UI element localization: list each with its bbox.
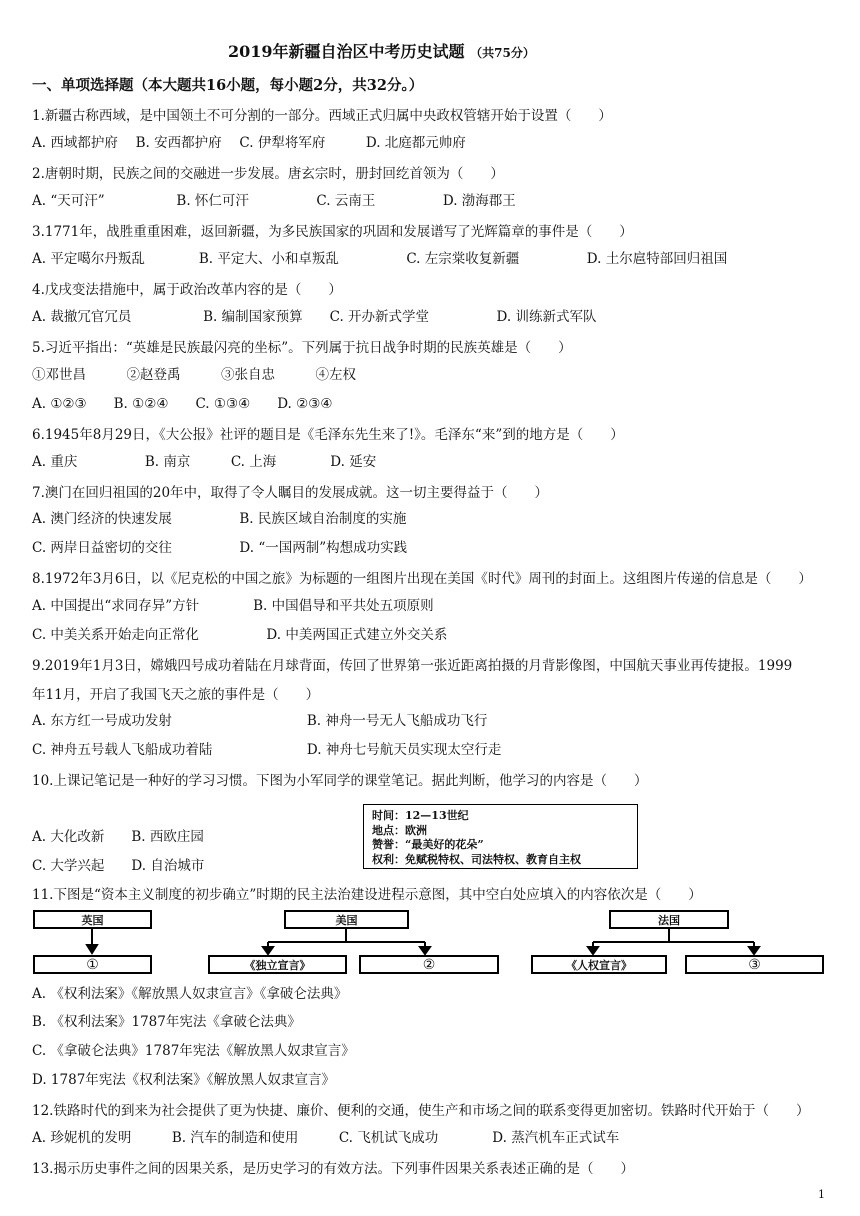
question-11-option-d: D. 1787年宪法《权利法案》《解放黑人奴隶宣言》 (32, 1072, 336, 1088)
question-5-items: ①邓世昌 ②赵登禹 ③张自忠 ④左权 (32, 367, 356, 383)
question-5-stem: 5.习近平指出：“英雄是民族最闪亮的坐标”。下列属于抗日战争时期的民族英雄是（ ） (32, 340, 572, 356)
question-10-options-ab: A. 大化改新 B. 西欧庄园 (32, 829, 204, 845)
question-7-stem: 7.澳门在回归祖国的20年中，取得了令人瞩目的发展成就。这一切主要得益于（ ） (32, 485, 549, 501)
diagram-box-declaration-rights: 《人权宣言》 (531, 955, 667, 974)
diagram-box-blank-3: ③ (685, 955, 824, 974)
question-9-options-ab: A. 东方红一号成功发射 B. 神舟一号无人飞船成功飞行 (32, 713, 488, 729)
question-2-options: A. “天可汗” B. 怀仁可汗 C. 云南王 D. 渤海郡王 (32, 193, 516, 209)
section-heading: 一、单项选择题（本大题共16小题，每小题2分，共32分。） (32, 77, 424, 94)
exam-title-text: 2019年新疆自治区中考历史试题 (228, 42, 465, 61)
question-13-stem: 13.揭示历史事件之间的因果关系，是历史学习的有效方法。下列事件因果关系表述正确的是（ ） (32, 1161, 634, 1177)
question-11-option-b: B. 《权利法案》1787年宪法《拿破仑法典》 (32, 1014, 301, 1030)
diagram-box-england: 英国 (33, 910, 152, 929)
question-8-options-ab: A. 中国提出“求同存异”方针 B. 中国倡导和平共处五项原则 (32, 598, 434, 614)
question-4-stem: 4.戊戌变法措施中，属于政治改革内容的是（ ） (32, 282, 342, 298)
note-line-place: 地点：欧洲 (372, 823, 427, 837)
note-line-praise: 赞誉：“最美好的花朵” (372, 838, 484, 851)
note-line-rights: 权利：免赋税特权、司法特权、教育自主权 (372, 852, 581, 866)
exam-score-note: （共75分） (470, 46, 535, 60)
diagram-box-france: 法国 (609, 910, 729, 929)
question-8-stem: 8.1972年3月6日，以《尼克松的中国之旅》为标题的一组图片出现在美国《时代》周刊的封面上。这组图片传递的信息是（ ） (32, 571, 812, 587)
question-3-options: A. 平定噶尔丹叛乱 B. 平定大、小和卓叛乱 C. 左宗棠收复新疆 D. 土尔扈特部回归祖国 (32, 251, 728, 267)
question-6-stem: 6.1945年8月29日，《大公报》社评的题目是《毛泽东先生来了!》。毛泽东“来”到的地方是（ ） (32, 427, 624, 443)
page-number: 1 (818, 1188, 825, 1201)
question-5-options: A. ①②③ B. ①②④ C. ①③④ D. ②③④ (32, 396, 333, 412)
question-10-stem: 10.上课记笔记是一种好的学习习惯。下图为小军同学的课堂笔记。据此判断，他学习的内容是（ ） (32, 773, 648, 789)
question-1-stem: 1.新疆古称西域，是中国领土不可分割的一部分。西域正式归属中央政权管辖开始于设置（ ） (32, 108, 612, 124)
question-9-options-cd: C. 神舟五号载人飞船成功着陆 D. 神舟七号航天员实现太空行走 (32, 742, 502, 758)
question-8-options-cd: C. 中美关系开始走向正常化 D. 中美两国正式建立外交关系 (32, 627, 448, 643)
diagram-box-blank-1: ① (33, 955, 152, 974)
question-11-option-a: A. 《权利法案》《解放黑人奴隶宣言》《拿破仑法典》 (32, 986, 348, 1002)
diagram-box-declaration-independence: 《独立宣言》 (208, 955, 347, 974)
question-11-option-c: C. 《拿破仑法典》1787年宪法《解放黑人奴隶宣言》 (32, 1043, 355, 1059)
note-line-time: 时间：12—13世纪 (372, 809, 469, 822)
question-1-options: A. 西域都护府 B. 安西都护府 C. 伊犁将军府 D. 北庭都元帅府 (32, 135, 466, 151)
question-4-options: A. 裁撤冗官冗员 B. 编制国家预算 C. 开办新式学堂 D. 训练新式军队 (32, 309, 597, 325)
question-7-options-ab: A. 澳门经济的快速发展 B. 民族区域自治制度的实施 (32, 511, 407, 527)
question-6-options: A. 重庆 B. 南京 C. 上海 D. 延安 (32, 454, 377, 470)
question-12-stem: 12.铁路时代的到来为社会提供了更为快捷、廉价、便利的交通，使生产和市场之间的联系变得更加密切。铁路时代开始于（ ） (32, 1103, 810, 1119)
question-12-options: A. 珍妮机的发明 B. 汽车的制造和使用 C. 飞机试飞成功 D. 蒸汽机车正式试车 (32, 1130, 620, 1146)
question-10-options-cd: C. 大学兴起 D. 自治城市 (32, 858, 205, 874)
question-3-stem: 3.1771年，战胜重重困难，返回新疆，为多民族国家的巩固和发展谱写了光辉篇章的事件是（ ） (32, 224, 633, 240)
question-9-stem-cont: 年11月，开启了我国飞天之旅的事件是（ ） (32, 687, 320, 703)
question-2-stem: 2.唐朝时期，民族之间的交融进一步发展。唐玄宗时，册封回纥首领为（ ） (32, 166, 504, 182)
diagram-box-blank-2: ② (359, 955, 499, 974)
question-11-stem: 11.下图是“资本主义制度的初步确立”时期的民主法治建设进程示意图，其中空白处应填入的内容依次是（ ） (32, 887, 702, 903)
question-7-options-cd: C. 两岸日益密切的交往 D. “一国两制”构想成功实践 (32, 540, 408, 556)
question-9-stem: 9.2019年1月3日，嫦娥四号成功着陆在月球背面，传回了世界第一张近距离拍摄的月背影像图，中国航天事业再传捷报。1999 (32, 658, 793, 674)
diagram-box-usa: 美国 (284, 910, 409, 929)
